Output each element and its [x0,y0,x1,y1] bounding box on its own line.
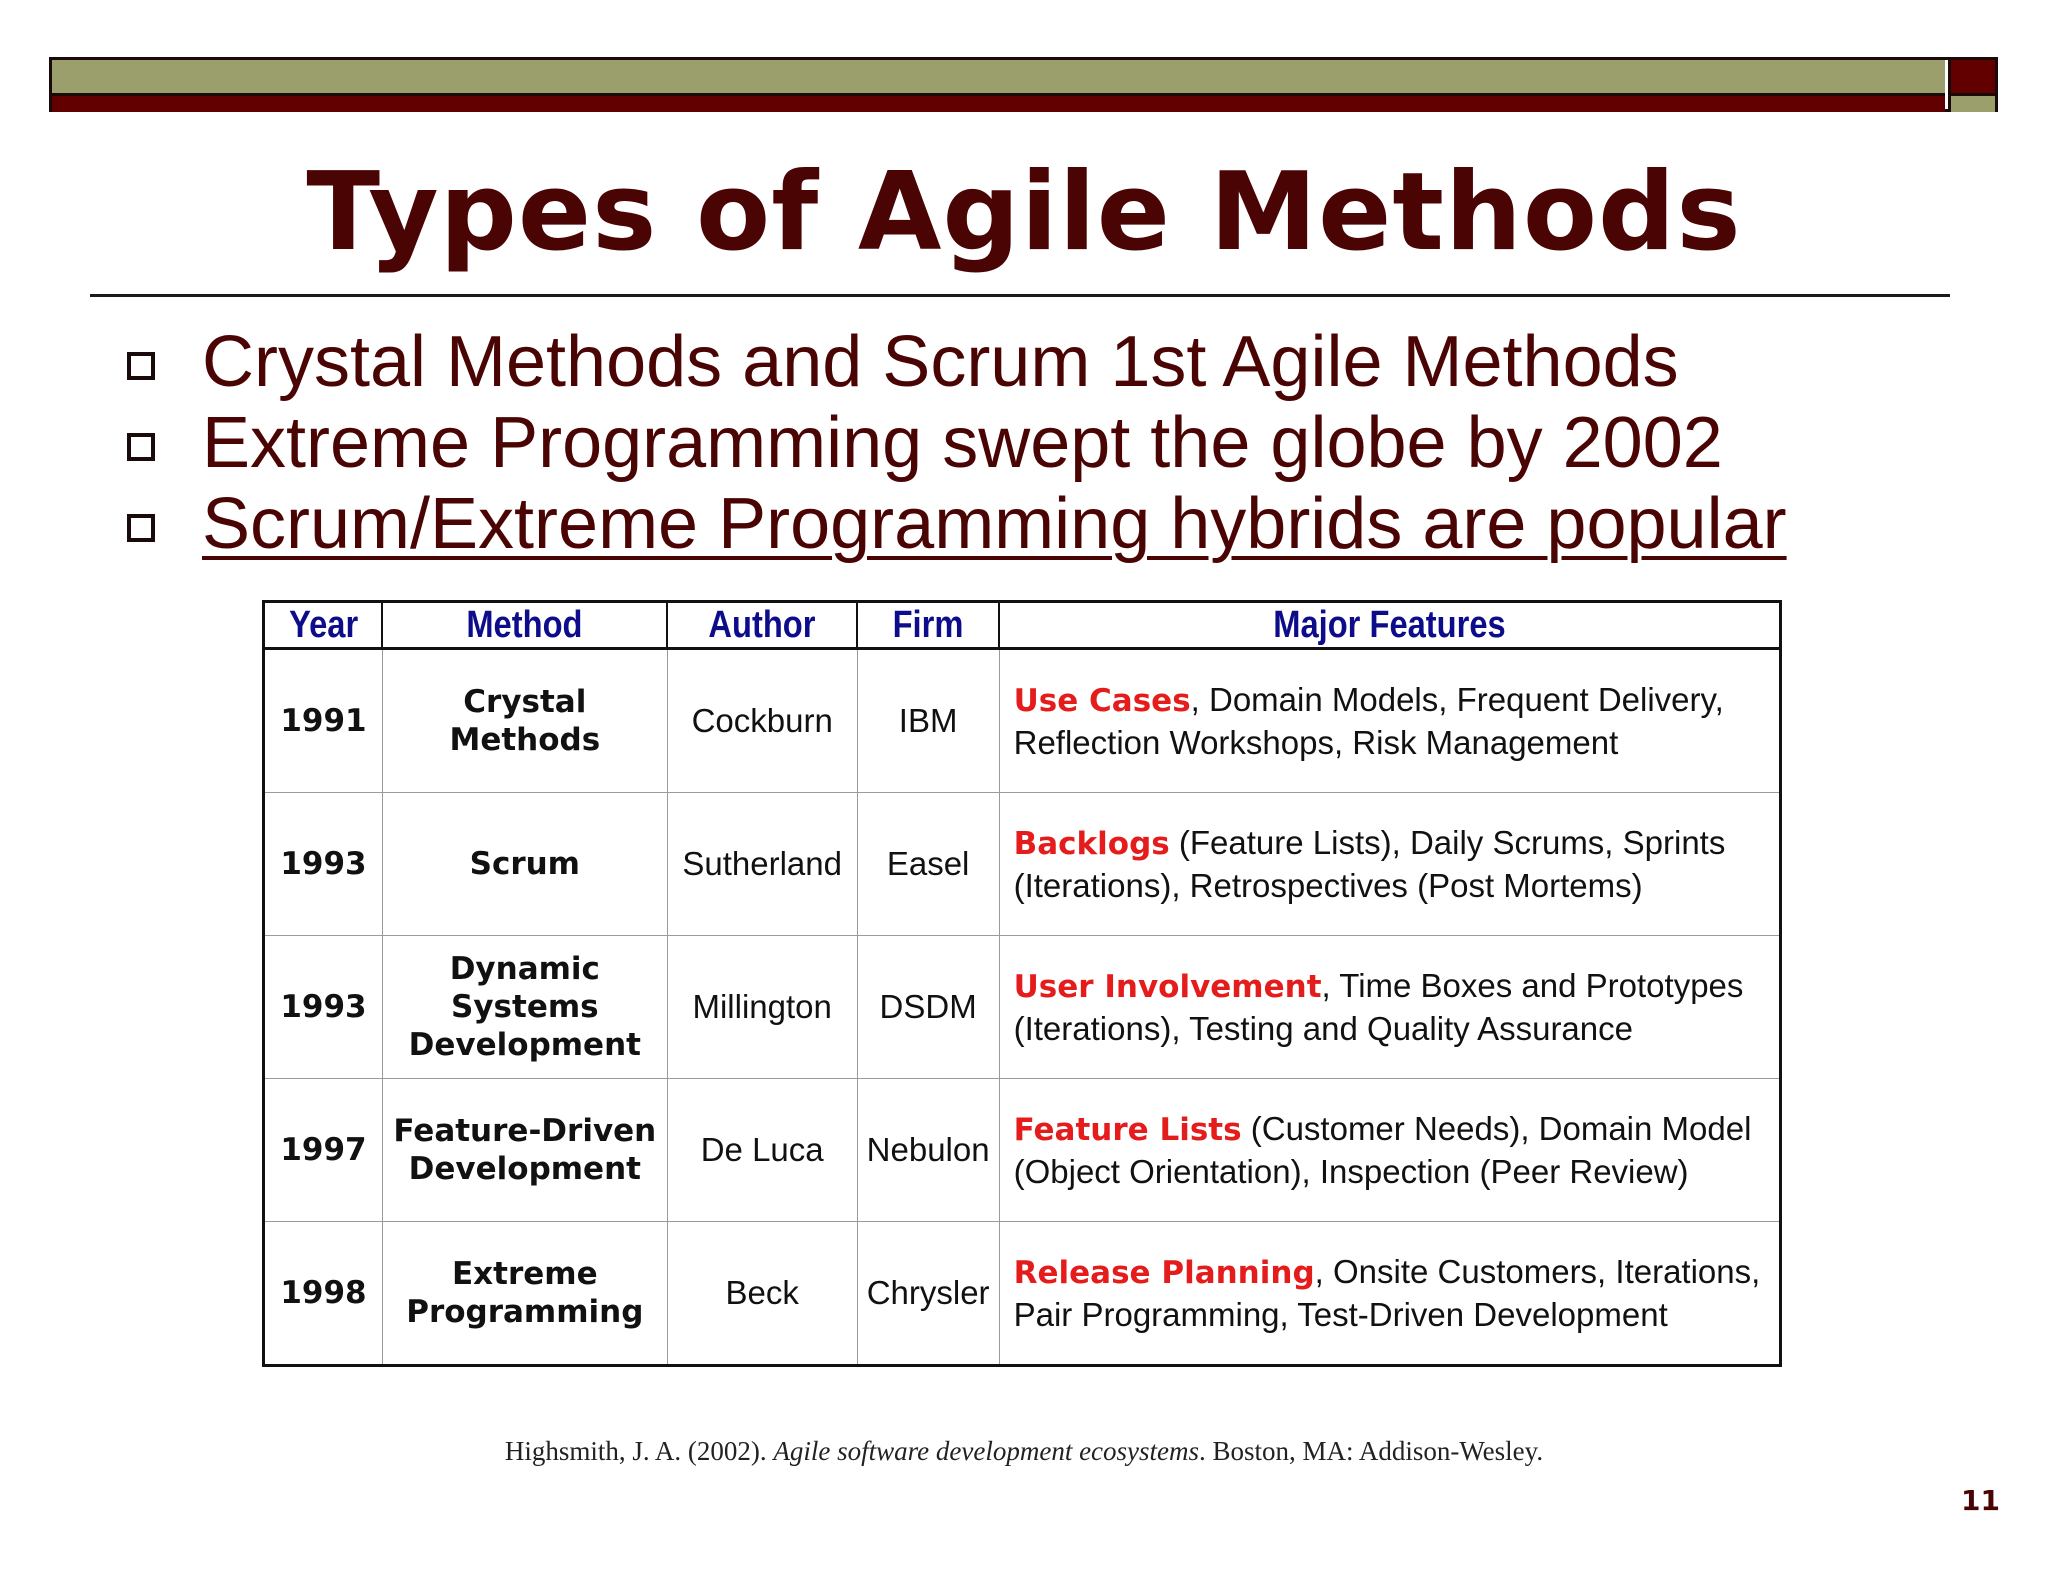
hollow-square-bullet-icon [127,514,155,542]
table-row [264,1222,1781,1366]
citation-text: Highsmith, J. A. (2002). [504,1436,774,1466]
cell-year: 1998 [264,1222,383,1366]
bullet-text-underlined: Scrum/Extreme Programming hybrids are popular [202,484,1787,564]
header-year: Year [272,602,374,649]
feature-highlight: Feature Lists [1013,1112,1242,1148]
method-line: Feature-Driven [393,1113,657,1149]
cell-method [382,793,667,936]
features-line: Reflection Workshops, Risk Management [1013,724,1619,761]
table-row [264,793,1781,936]
hollow-square-bullet-icon [127,352,155,380]
features-line: (Object Orientation), Inspection (Peer Review) [1013,1153,1689,1190]
cell-features [999,1079,1780,1222]
header-major-features: Major Features [1054,602,1726,649]
feature-highlight: Use Cases [1013,683,1191,719]
features-line: (Iterations), Testing and Quality Assurance [1013,1010,1633,1047]
method-line: Development [408,1151,641,1187]
hollow-square-bullet-icon [127,433,155,461]
citation-reference [0,1436,2048,1467]
citation-publisher: . Boston, MA: Addison-Wesley. [1199,1436,1544,1466]
slide-title: Types of Agile Methods [306,150,1742,275]
top-bar-olive-stripe [52,60,1945,93]
cell-firm: DSDM [857,936,999,1079]
cell-firm: Nebulon [857,1079,999,1222]
cell-method [382,1079,667,1222]
cell-firm: Chrysler [857,1222,999,1366]
header-firm: Firm [867,602,989,649]
method-line: Methods [449,722,601,758]
features-line [1014,1108,1773,1151]
features-line [1014,1251,1773,1294]
cell-author: Cockburn [667,649,857,793]
cell-features [999,936,1780,1079]
bullet-text: Crystal Methods and Scrum 1st Agile Methods [202,322,1679,402]
citation-book-title: Agile software development ecosystems [773,1436,1200,1466]
top-bar-corner-square-olive [1948,93,1995,112]
cell-features [999,1222,1780,1366]
features-line: Pair Programming, Test-Driven Development [1013,1296,1668,1333]
cell-features [999,793,1780,936]
feature-highlight: User Involvement [1013,969,1322,1005]
table-row [264,1079,1781,1222]
table-row [264,936,1781,1079]
method-line: Dynamic [449,951,600,987]
decorative-top-bar [49,57,1998,112]
top-bar-maroon-stripe [52,93,1945,112]
cell-firm: IBM [857,649,999,793]
method-line: Development [408,1027,641,1063]
feature-text: , Onsite Customers, Iterations, [1314,1253,1761,1290]
method-line: Crystal [463,684,587,720]
feature-highlight: Release Planning [1013,1255,1315,1291]
cell-features [999,649,1780,793]
method-line: Extreme [452,1256,598,1292]
table-row [264,649,1781,793]
features-line [1014,965,1773,1008]
feature-text: , Domain Models, Frequent Delivery, [1190,681,1724,718]
features-line [1014,679,1773,722]
header-author: Author [681,602,844,649]
feature-text: (Feature Lists), Daily Scrums, Sprints [1169,824,1726,861]
feature-text: (Customer Needs), Domain Model [1241,1110,1752,1147]
page-number: 11 [1961,1484,2000,1517]
cell-method [382,936,667,1079]
cell-method [382,1222,667,1366]
features-line [1014,822,1773,865]
cell-year: 1997 [264,1079,383,1222]
agile-methods-table [262,600,1782,1367]
feature-text: , Time Boxes and Prototypes [1321,967,1744,1004]
cell-year: 1993 [264,793,383,936]
title-divider [90,294,1950,297]
cell-firm: Easel [857,793,999,936]
feature-highlight: Backlogs [1013,826,1170,862]
top-bar-corner-square-maroon [1948,60,1995,93]
cell-author: De Luca [667,1079,857,1222]
features-line: (Iterations), Retrospectives (Post Mortems) [1013,867,1643,904]
method-line: Scrum [469,846,580,882]
header-method: Method [402,602,647,649]
method-line: Systems [451,989,599,1025]
cell-author: Millington [667,936,857,1079]
cell-year: 1993 [264,936,383,1079]
cell-author: Beck [667,1222,857,1366]
method-line: Programming [406,1294,644,1330]
cell-year: 1991 [264,649,383,793]
bullet-text: Extreme Programming swept the globe by 2002 [202,403,1723,483]
cell-method [382,649,667,793]
cell-author: Sutherland [667,793,857,936]
table-header-row [264,602,1781,649]
